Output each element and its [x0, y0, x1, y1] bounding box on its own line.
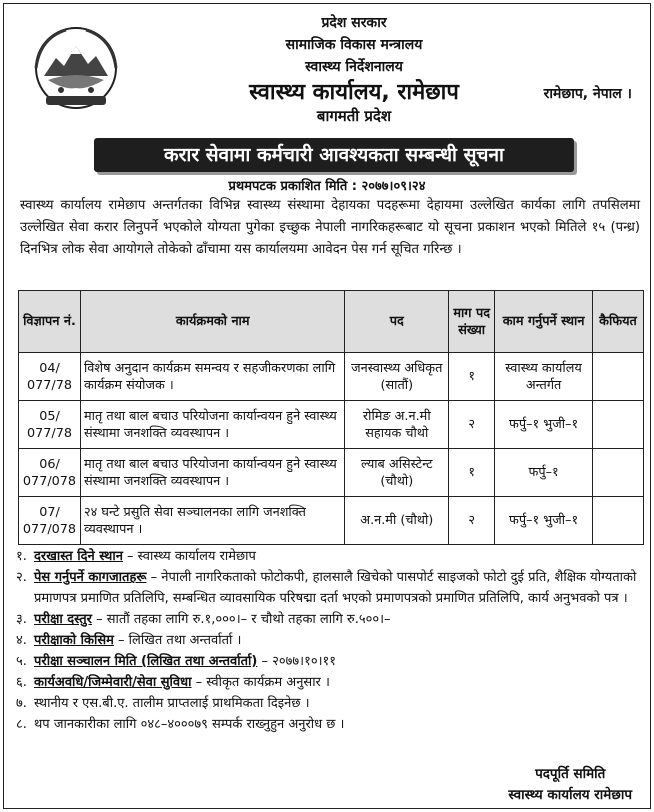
province-name: बागमती प्रदेश: [316, 107, 392, 125]
cell-ad-no: 04/ 077/78: [19, 353, 81, 401]
note-number: १.: [16, 549, 27, 564]
office-location: रामेछाप, नेपाल ।: [543, 86, 632, 102]
signature-block: [508, 764, 632, 806]
cell-location: स्वास्थ्य कार्यालय अन्तर्गत: [495, 353, 593, 401]
note-heading: पेस गर्नुपर्ने कागजातहरू: [34, 570, 147, 585]
cell-demand: २: [449, 497, 495, 545]
cell-remarks: [592, 353, 643, 401]
ministry-line: सामाजिक विकास मन्त्रालय: [285, 37, 423, 53]
table-header-row: [19, 291, 644, 353]
table-row: [19, 497, 644, 545]
cell-location: फर्पु–१ भुजी–१: [495, 401, 593, 449]
cell-ad-no: 07/ 077/078: [19, 497, 81, 545]
list-item: [16, 693, 646, 714]
list-item: [16, 630, 646, 651]
note-text: स्थानीय र एस.बी.ए. तालीम प्राप्तलाई प्राथमिकता दिइनेछ ।: [34, 696, 310, 711]
cell-post: ल्याब असिस्टेन्ट (चौथो): [345, 449, 449, 497]
cell-program: २४ घन्टे प्रसुति सेवा सञ्चालनका लागि जनशक्ति व्यवस्थापन ।: [80, 497, 344, 545]
note-text: – नेपाली नागरिकताको फोटोकपी, हालसालै खिचेको पासपोर्ट साइजको फोटो दुई प्रति, शैक्षिक योग्यताको प्रमाणपत्र प्रमाणित प्रतिलिपि, सम्बन्धित व्यावसायिक परिषद्मा दर्ता भएको प्रमाणपत्रको प्रमाणित प्रतिलिपि, कार्य अनुभवको पत्र ।: [34, 570, 637, 606]
note-text: थप जानकारीका लागि ०४८–४०००७९ सम्पर्क राख्नुहुन अनुरोध छ ।: [34, 717, 345, 732]
note-text: – स्वास्थ्य कार्यालय रामेछाप: [122, 549, 256, 564]
note-number: ४.: [16, 633, 27, 648]
list-item: [16, 546, 646, 567]
note-number: ६.: [16, 675, 27, 690]
cell-remarks: [592, 449, 643, 497]
cell-remarks: [592, 401, 643, 449]
cell-ad-no: 06/ 077/078: [19, 449, 81, 497]
cell-post: जनस्वास्थ्य अधिकृत (सातौं): [345, 353, 449, 401]
notes-list: [16, 546, 646, 735]
note-number: ३.: [16, 612, 27, 627]
note-number: ७.: [16, 696, 27, 711]
note-number: ५.: [16, 654, 27, 669]
cell-program: मातृ तथा बाल बचाउ परियोजना कार्यान्वयन हुने स्वास्थ्य संस्थामा जनशक्ति व्यवस्थापन ।: [80, 449, 344, 497]
signing-office: स्वास्थ्य कार्यालय रामेछाप: [508, 787, 632, 803]
header-demand: माग पद संख्या: [449, 291, 495, 353]
table-row: [19, 353, 644, 401]
cell-demand: १: [449, 449, 495, 497]
note-text: – सातौं तहका लागि रु.१,०००।– र चौथो तहका लागि रु.५००।–: [91, 612, 391, 627]
list-item: [16, 567, 646, 609]
committee-name: पदपूर्ति समिति: [535, 766, 606, 782]
vacancy-table: [18, 290, 644, 545]
list-item: [16, 714, 646, 735]
published-date: प्रथमपटक प्रकाशित मिति : २०७७।०९।२४: [228, 179, 426, 194]
note-heading: परीक्षा दस्तुर: [34, 612, 92, 627]
office-name: स्वास्थ्य कार्यालय, रामेछाप: [249, 80, 459, 105]
list-item: [16, 672, 646, 693]
header-program: कार्यक्रमको नाम: [80, 291, 344, 353]
cell-remarks: [592, 497, 643, 545]
note-number: २.: [16, 570, 27, 585]
notice-title: करार सेवामा कर्मचारी आवश्यकता सम्बन्धी सूचना: [94, 138, 574, 172]
notice-page: [3, 3, 651, 809]
nepal-emblem-icon: [26, 24, 126, 112]
cell-program: विशेष अनुदान कार्यक्रम समन्वय र सहजीकरणका लागि कार्यक्रम संयोजक ।: [80, 353, 344, 401]
cell-program: मातृ तथा बाल बचाउ परियोजना कार्यान्वयन हुने स्वास्थ्य संस्थामा जनशक्ति व्यवस्थापन ।: [80, 401, 344, 449]
header-post: पद: [345, 291, 449, 353]
note-heading: परीक्षा सञ्चालन मिति (लिखित तथा अन्तर्वार्ता): [34, 654, 258, 669]
header-remarks: कैफियत: [592, 291, 643, 353]
list-item: [16, 609, 646, 630]
cell-location: फर्पु–१ भुजी–१: [495, 497, 593, 545]
list-item: [16, 651, 646, 672]
cell-post: रोमिङ अ.न.मी सहायक चौथो: [345, 401, 449, 449]
cell-demand: १: [449, 353, 495, 401]
intro-paragraph: स्वास्थ्य कार्यालय रामेछाप अन्तर्गतका विभिन्न स्वास्थ्य संस्थामा देहायका पदहरूमा देहायमा उल्लेखित कार्यका लागि तपसिलमा उल्लेखित सेवा करार लिनुपर्ने भएकोले योग्यता पुगेका इच्छुक नेपाली नागरिकहरूबाट यो सूचना प्रकाशन भएको मितिले १५ (पन्ध्र) दिनभित्र लोक सेवा आयोगले तोकेको ढाँचामा यस कार्यालयमा आवेदन पेस गर्न सूचित गरिन्छ ।: [20, 198, 640, 257]
header-ad-no: विज्ञापन नं.: [19, 291, 81, 353]
government-line: प्रदेश सरकार: [321, 15, 387, 31]
note-heading: दरखास्त दिने स्थान: [34, 549, 123, 564]
note-text: – २०७७।१०।११: [257, 654, 337, 669]
cell-location: फर्पु–१: [495, 449, 593, 497]
note-number: ८.: [16, 717, 27, 732]
cell-ad-no: 05/ 077/78: [19, 401, 81, 449]
table-row: [19, 449, 644, 497]
cell-post: अ.न.मी (चौथो): [345, 497, 449, 545]
cell-demand: २: [449, 401, 495, 449]
note-heading: परीक्षाको किसिम: [34, 633, 114, 648]
directorate-line: स्वास्थ्य निर्देशनालय: [305, 59, 403, 75]
note-text: – लिखित तथा अन्तर्वार्ता ।: [113, 633, 242, 648]
table-row: [19, 401, 644, 449]
note-heading: कार्यअवधि/जिम्मेवारी/सेवा सुविधा: [34, 675, 192, 690]
note-text: – स्वीकृत कार्यक्रम अनुसार ।: [191, 675, 330, 690]
header-location: काम गर्नुपर्ने स्थान: [495, 291, 593, 353]
letterhead: [154, 12, 554, 126]
